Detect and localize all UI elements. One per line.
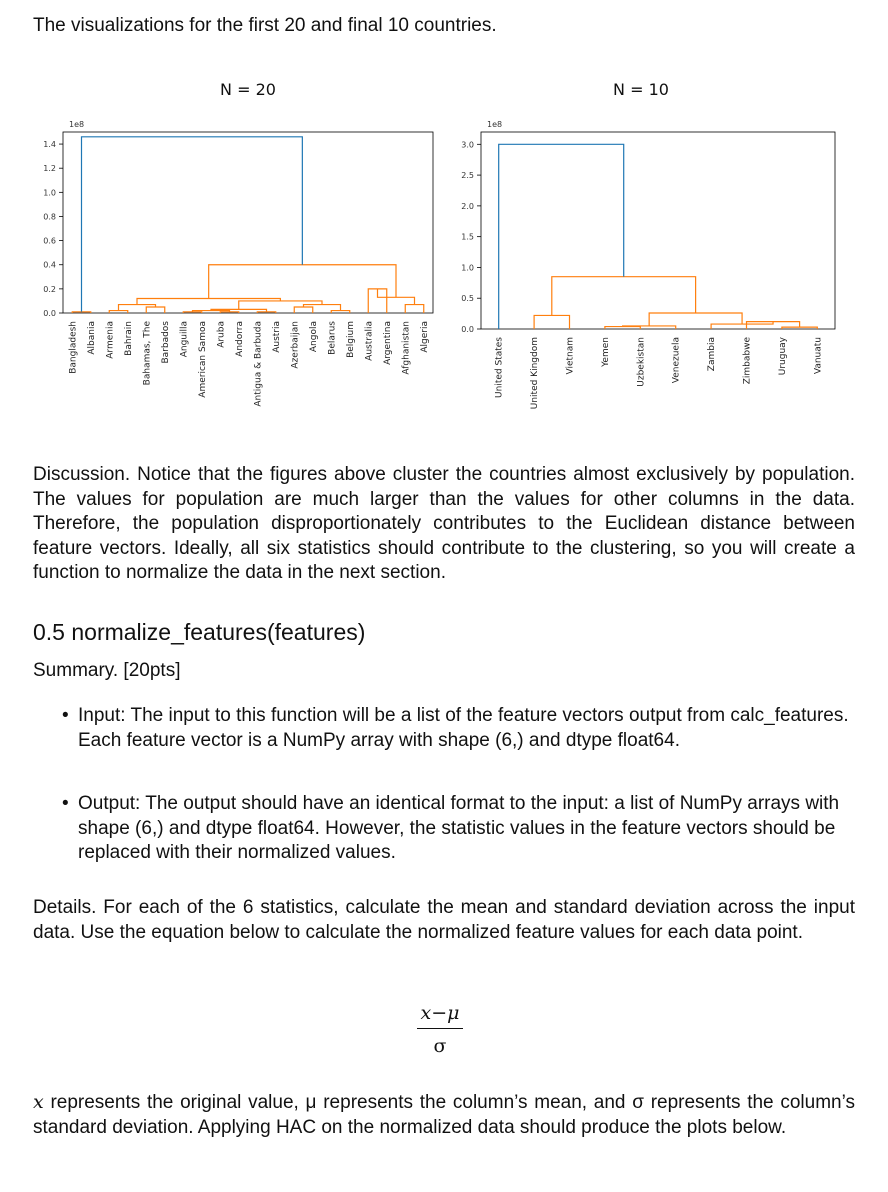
var-sigma: σ [632,1092,644,1113]
leaf-label: Zimbabwe [742,337,753,385]
bullet-input-text: Input: The input to this function will be a list of the feature vectors output from calc_features. Each feature vector is a NumPy array with shape (6,) and dtype float64. [78,705,849,751]
y-tick-label: 2.5 [461,171,474,181]
bullet-input [62,704,862,753]
discussion-paragraph: Discussion. Notice that the figures above cluster the countries almost exclusively by population. The values for population are much larger than the values for other columns in the data. Therefore, the population disproportionately contributes to the Euclidean distance between feature vectors. Ideally, all six statistics should contribute to the clustering, so you will create a function to normalize the data in the next section. [33,464,855,583]
leaf-label: American Samoa [197,321,208,398]
leaf-label: Belgium [345,321,356,358]
leaf-label: Bangladesh [68,321,79,374]
y-tick-label: 3.0 [461,140,474,150]
fraction-bar [417,1028,463,1029]
leaf-label: Barbados [160,321,171,364]
explanation-part1: represents the original value, [43,1092,306,1113]
y-tick-label: 0.6 [43,236,56,246]
dendrogram-link [146,307,165,313]
bullet-marker: • [62,705,69,726]
dendrogram-figure [0,70,888,460]
leaf-label: Zambia [707,337,718,372]
y-tick-label: 0.0 [43,309,56,318]
dendrogram-link [405,305,424,313]
leaf-label: Vanuatu [813,337,824,375]
leaf-label: Uzbekistan [636,337,647,387]
axis-exponent-label: 1e8 [487,120,503,129]
chart-title: N = 20 [220,80,276,99]
intro-text: The visualizations for the first 20 and final 10 countries. [33,15,497,36]
section-heading: 0.5 normalize_features(features) [33,619,366,645]
y-tick-label: 1.0 [43,188,56,198]
formula-numerator: x−μ [420,1002,460,1024]
leaf-label: Venezuela [671,337,682,384]
formula-denominator: σ [433,1035,447,1057]
explanation-part3: represents the column’s standard deviation. Applying HAC on the normalized data should produce the plots below. [33,1092,855,1138]
bullet-marker: • [62,793,69,814]
axis-exponent-label: 1e8 [69,120,85,129]
leaf-label: Vietnam [565,337,576,375]
y-tick-label: 0.5 [461,294,474,304]
leaf-label: Andorra [234,321,245,357]
plot-frame [481,132,835,329]
y-tick-label: 2.0 [461,201,474,211]
y-tick-label: 1.5 [461,232,474,242]
leaf-label: Belarus [327,321,338,355]
leaf-label: Bahamas, The [142,321,153,386]
dendrogram-link [499,144,624,329]
dendrogram-link [82,137,303,312]
var-x: x [33,1091,44,1113]
dendrogram-link [623,326,676,329]
y-tick-label: 1.0 [461,263,474,273]
dendrogram-n20 [43,80,433,407]
leaf-label: Algeria [419,321,430,353]
dendrogram-link [304,305,341,311]
leaf-label: Argentina [382,321,393,365]
leaf-label: Antigua & Barbuda [253,321,264,407]
y-tick-label: 0.8 [43,212,56,222]
normalization-formula [380,1002,500,1057]
leaf-label: Bahrain [123,321,134,356]
leaf-label: Armenia [105,321,116,359]
plot-frame [63,132,433,313]
dendrogram-link [552,277,696,316]
leaf-label: Albania [86,321,97,355]
chart-title: N = 10 [613,80,669,99]
var-mu: μ [305,1092,317,1113]
y-tick-label: 0.2 [43,284,56,294]
explanation-part2: represents the column’s mean, and [316,1092,633,1113]
y-tick-label: 0.4 [43,260,56,270]
leaf-label: Yemen [600,337,611,367]
y-tick-label: 0.0 [461,325,474,334]
leaf-label: Aruba [216,321,227,348]
leaf-label: Australia [364,321,375,361]
leaf-label: Azerbaijan [290,321,301,369]
leaf-label: Afghanistan [401,321,412,375]
details-paragraph: Details. For each of the 6 statistics, calculate the mean and standard deviation across the input data. Use the equation below to calculate the normalized feature values for each data point. [33,897,855,943]
dendrogram-link [119,305,156,311]
dendrogram-link [294,307,313,313]
dendrogram-n10 [461,80,835,409]
summary-label: Summary. [20pts] [33,660,181,681]
dendrogram-link [137,299,280,305]
dendrogram-link [534,315,569,329]
leaf-label: Uruguay [777,337,788,376]
leaf-label: Austria [271,321,282,353]
bullet-output-text: Output: The output should have an identical format to the input: a list of NumPy arrays with shape (6,) and dtype float64. However, the statistic values in the feature vectors should be replaced with their normalized values. [78,793,840,863]
dendrogram-link [239,301,322,309]
leaf-label: Anguilla [179,321,190,358]
y-tick-label: 1.2 [43,164,56,174]
leaf-label: United Kingdom [530,337,541,410]
leaf-label: United States [494,337,505,398]
leaf-label: Angola [308,321,319,353]
bullet-output [62,792,862,866]
y-tick-label: 1.4 [43,140,56,150]
explanation-paragraph [33,1090,855,1140]
